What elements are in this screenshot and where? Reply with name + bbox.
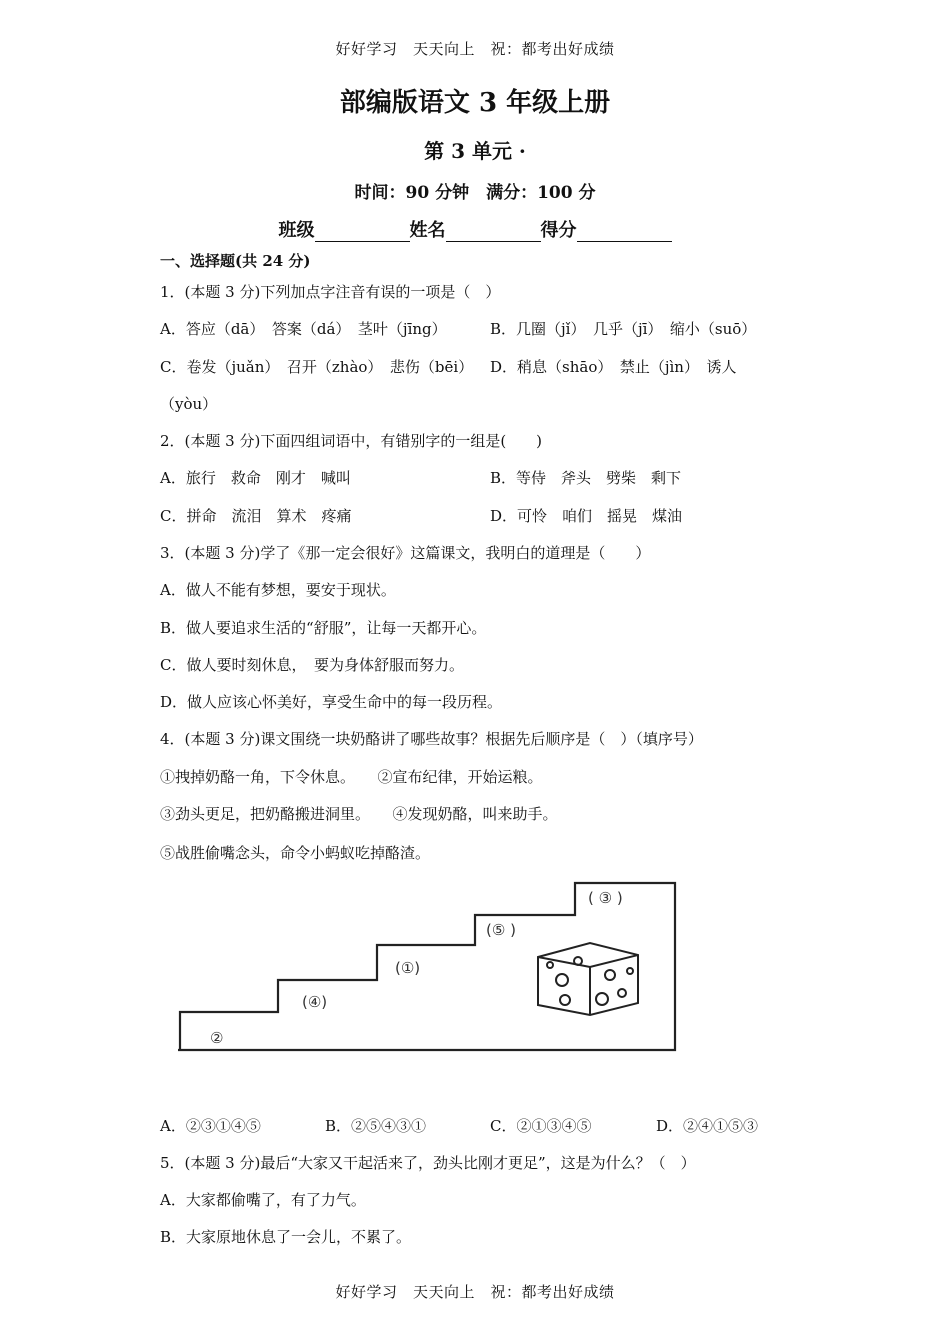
q1-option-c: C．卷发（juǎn） 召开（zhào） 悲伤（bēi） <box>160 358 474 376</box>
q2-option-d: D．可怜 咱们 摇晃 煤油 <box>490 507 683 525</box>
page-header: 好好学习 天天向上 祝：都考出好成绩 <box>335 40 615 58</box>
page-footer: 好好学习 天天向上 祝：都考出好成绩 <box>335 1283 615 1301</box>
q4-event-line-3: ⑤战胜偷嘴念头，命令小蚂蚁吃掉酪渣。 <box>160 844 431 862</box>
q4-option-b: B．②⑤④③① <box>325 1117 427 1135</box>
q3-option-d: D．做人应该心怀美好，享受生命中的每一段历程。 <box>160 693 503 711</box>
q1-option-d-cont: （yòu） <box>160 395 218 413</box>
q2-stem: 2．(本题 3 分)下面四组词语中，有错别字的一组是( ) <box>160 432 543 450</box>
q2-option-c: C．拼命 流泪 算术 疼痛 <box>160 507 352 525</box>
q4-option-d: D．②④①⑤③ <box>656 1117 759 1135</box>
step-label-1: ② <box>210 1029 224 1047</box>
q4-option-a: A．②③①④⑤ <box>160 1117 261 1135</box>
q4-stem: 4．(本题 3 分)课文围绕一块奶酪讲了哪些故事？根据先后顺序是（ ）（填序号） <box>160 730 703 748</box>
class-label: 班级 <box>278 220 315 241</box>
step-label-2: (④) <box>302 993 328 1011</box>
q1-option-a: A．答应（dā） 答案（dá） 茎叶（jīng） <box>160 320 447 338</box>
q3-option-b: B．做人要追求生活的“舒服”，让每一天都开心。 <box>160 619 487 637</box>
q3-option-c: C．做人要时刻休息， 要为身体舒服而努力。 <box>160 656 464 674</box>
time-info: 时间：90 分钟 满分：100 分 <box>354 183 596 203</box>
q4-event-line-1: ①拽掉奶酪一角，下令休息。 ②宣布纪律，开始运粮。 <box>160 768 543 786</box>
q3-stem: 3．(本题 3 分)学了《那一定会很好》这篇课文，我明白的道理是（ ） <box>160 544 651 562</box>
step-label-5: ( ③ ) <box>588 889 623 907</box>
q5-stem: 5．(本题 3 分)最后“大家又干起活来了，劲头比刚才更足”，这是为什么？（ ） <box>160 1154 696 1172</box>
name-blank[interactable] <box>446 223 541 242</box>
class-blank[interactable] <box>315 223 410 242</box>
page-title: 部编版语文 3 年级上册 <box>339 88 611 118</box>
name-label: 姓名 <box>409 220 446 241</box>
q4-option-c: C．②①③④⑤ <box>490 1117 592 1135</box>
step-label-4: (⑤ ) <box>486 921 516 939</box>
cheese-icon <box>538 943 638 1015</box>
q2-option-a: A．旅行 救命 刚才 喊叫 <box>160 469 351 487</box>
q5-option-b: B．大家原地休息了一会儿，不累了。 <box>160 1228 412 1246</box>
q4-event-line-2: ③劲头更足，把奶酪搬进洞里。 ④发现奶酪，叫来助手。 <box>160 805 558 823</box>
q1-option-d: D．稍息（shāo） 禁止（jìn） 诱人 <box>490 358 737 376</box>
q2-option-b: B．等侍 斧头 劈柴 剩下 <box>490 469 682 487</box>
q1-option-b: B．几圈（jǐ） 几乎（jī） 缩小（suō） <box>490 320 757 338</box>
unit-title: 第 3 单元 · <box>424 139 526 163</box>
score-blank[interactable] <box>577 223 672 242</box>
q3-option-a: A．做人不能有梦想，要安于现状。 <box>160 581 396 599</box>
staircase-figure <box>170 875 685 1055</box>
step-label-3: (①) <box>395 959 421 977</box>
section-heading: 一、选择题(共 24 分) <box>160 252 311 270</box>
q1-stem: 1．(本题 3 分)下列加点字注音有误的一项是（ ） <box>160 283 501 301</box>
student-fields <box>0 216 950 242</box>
q5-option-a: A．大家都偷嘴了，有了力气。 <box>160 1191 366 1209</box>
score-label: 得分 <box>540 220 577 241</box>
